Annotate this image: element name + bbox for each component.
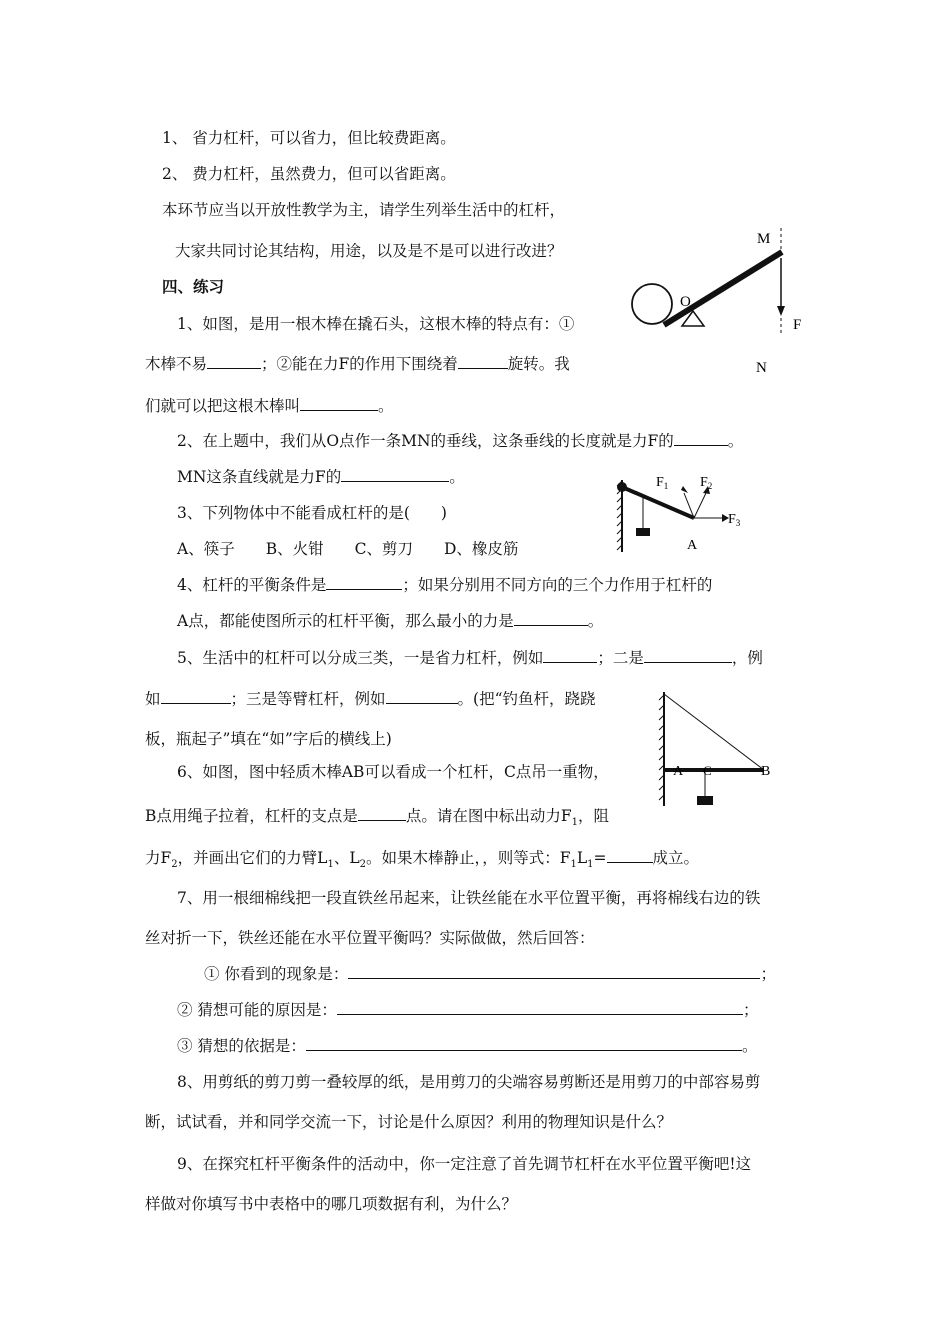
question-6-line: 6、如图，图中轻质木棒AB可以看成一个杠杆，C点吊一重物，: [177, 763, 609, 781]
question-3-options: A、筷子 B、火钳 C、剪刀 D、橡皮筋: [177, 540, 519, 558]
support-rope: [664, 694, 764, 770]
answer-blank[interactable]: [644, 648, 732, 663]
label-f3: $F_3$: [728, 512, 741, 528]
question-9-line: 9、在探究杠杆平衡条件的活动中，你一定注意了首先调节杠杆在水平位置平衡吧!这: [177, 1155, 752, 1173]
answer-blank[interactable]: [386, 689, 458, 704]
answer-blank[interactable]: [358, 806, 406, 821]
text-line: 本环节应当以开放性教学为主，请学生列举生活中的杠杆，: [162, 201, 566, 219]
question-2-line: 2、在上题中，我们从O点作一条MN的垂线，这条垂线的长度就是力F的 。: [177, 432, 744, 450]
text-line: 2、 费力杠杆，虽然费力，但可以省距离。: [162, 165, 456, 183]
label-a: A: [687, 538, 698, 553]
question-2-line: MN这条直线就是力F的 。: [177, 468, 465, 486]
arrowhead: [777, 306, 785, 316]
answer-blank[interactable]: [207, 354, 261, 369]
question-7-line: ① 你看到的现象是： ；: [204, 965, 776, 983]
question-7-line: ② 猜想可能的原因是： ；: [177, 1001, 759, 1019]
text-line: 1、 省力杠杆，可以省力，但比较费距离。: [162, 129, 456, 147]
answer-blank[interactable]: [674, 431, 728, 446]
question-7-line: 7、用一根细棉线把一段直铁丝吊起来，让铁丝能在水平位置平衡，再将棉线右边的铁: [177, 889, 761, 907]
question-3-line: 3、下列物体中不能看成杠杆的是( ): [177, 504, 447, 522]
label-a: A: [673, 764, 684, 779]
question-1-line: 木棒不易 ；②能在力F的作用下围绕着 旋转。我: [145, 355, 570, 373]
label-f1: $F_1$: [656, 475, 669, 491]
lever-bar: [622, 487, 694, 518]
question-5-line: 5、生活中的杠杆可以分成三类，一是省力杠杆，例如 ；二是 ，例: [177, 649, 763, 667]
question-1-line: 们就可以把这根木棒叫 。: [145, 397, 394, 415]
answer-blank[interactable]: [300, 396, 378, 411]
question-5-line: 板，瓶起子”填在“如”字后的横线上): [145, 730, 392, 748]
question-7-line: 丝对折一下，铁丝还能在水平位置平衡吗？实际做做，然后回答：: [145, 929, 595, 947]
question-5-line: 如 ；三是等臂杠杆，例如 。(把“钓鱼杆，跷跷: [145, 690, 596, 708]
beam-figure: [652, 688, 782, 813]
question-7-line: ③ 猜想的依据是： 。: [177, 1037, 758, 1055]
answer-blank[interactable]: [348, 964, 760, 979]
label-o: O: [680, 294, 691, 310]
answer-blank[interactable]: [161, 689, 231, 704]
label-f2: $F_2$: [700, 475, 713, 491]
answer-blank[interactable]: [543, 648, 597, 663]
arrowhead: [681, 486, 688, 493]
question-8-line: 断，试试看，并和同学交流一下，讨论是什么原因？利用的物理知识是什么？: [145, 1113, 673, 1131]
answer-blank[interactable]: [458, 354, 508, 369]
answer-blank[interactable]: [607, 848, 653, 863]
answer-blank[interactable]: [337, 1000, 743, 1015]
lever-forces-figure: [605, 465, 755, 560]
section-heading: 四、练习: [162, 277, 225, 296]
answer-blank[interactable]: [514, 611, 588, 626]
answer-blank[interactable]: [341, 467, 449, 482]
label-n: N: [756, 360, 767, 376]
hanging-weight: [636, 528, 650, 536]
label-m: M: [757, 231, 771, 247]
question-4-line: A点，都能使图所示的杠杆平衡，那么最小的力是 。: [177, 612, 604, 630]
question-6-line: B点用绳子拉着，杠杆的支点是 点。请在图中标出动力$F_1$，阻: [145, 807, 610, 829]
label-b: B: [761, 764, 771, 779]
question-6-line: 力$F_2$，并画出它们的力臂$L_1$、$L_2$。如果木棒静止，，则等式：$F_1L_1=$ 成立。: [145, 849, 700, 871]
question-9-line: 样做对你填写书中表格中的哪几项数据有利，为什么？: [145, 1195, 518, 1213]
crowbar-bar: [664, 252, 782, 325]
label-f: F: [793, 317, 802, 333]
label-c: C: [703, 763, 712, 778]
force-arrow-f2: [694, 493, 706, 518]
question-4-line: 4、杠杆的平衡条件是 ；如果分别用不同方向的三个力作用于杠杆的: [177, 576, 713, 594]
text-line: 大家共同讨论其结构，用途，以及是不是可以进行改进？: [175, 242, 563, 260]
crowbar-figure: [620, 225, 820, 380]
answer-blank[interactable]: [326, 575, 402, 590]
question-8-line: 8、用剪纸的剪刀剪一叠较厚的纸，是用剪刀的尖端容易剪断还是用剪刀的中部容易剪: [177, 1073, 761, 1091]
stone-shape: [632, 284, 672, 324]
hanging-weight: [697, 796, 713, 805]
answer-blank[interactable]: [306, 1036, 742, 1051]
question-1-line: 1、如图，是用一根木棒在撬石头，这根木棒的特点有：①: [177, 315, 575, 333]
